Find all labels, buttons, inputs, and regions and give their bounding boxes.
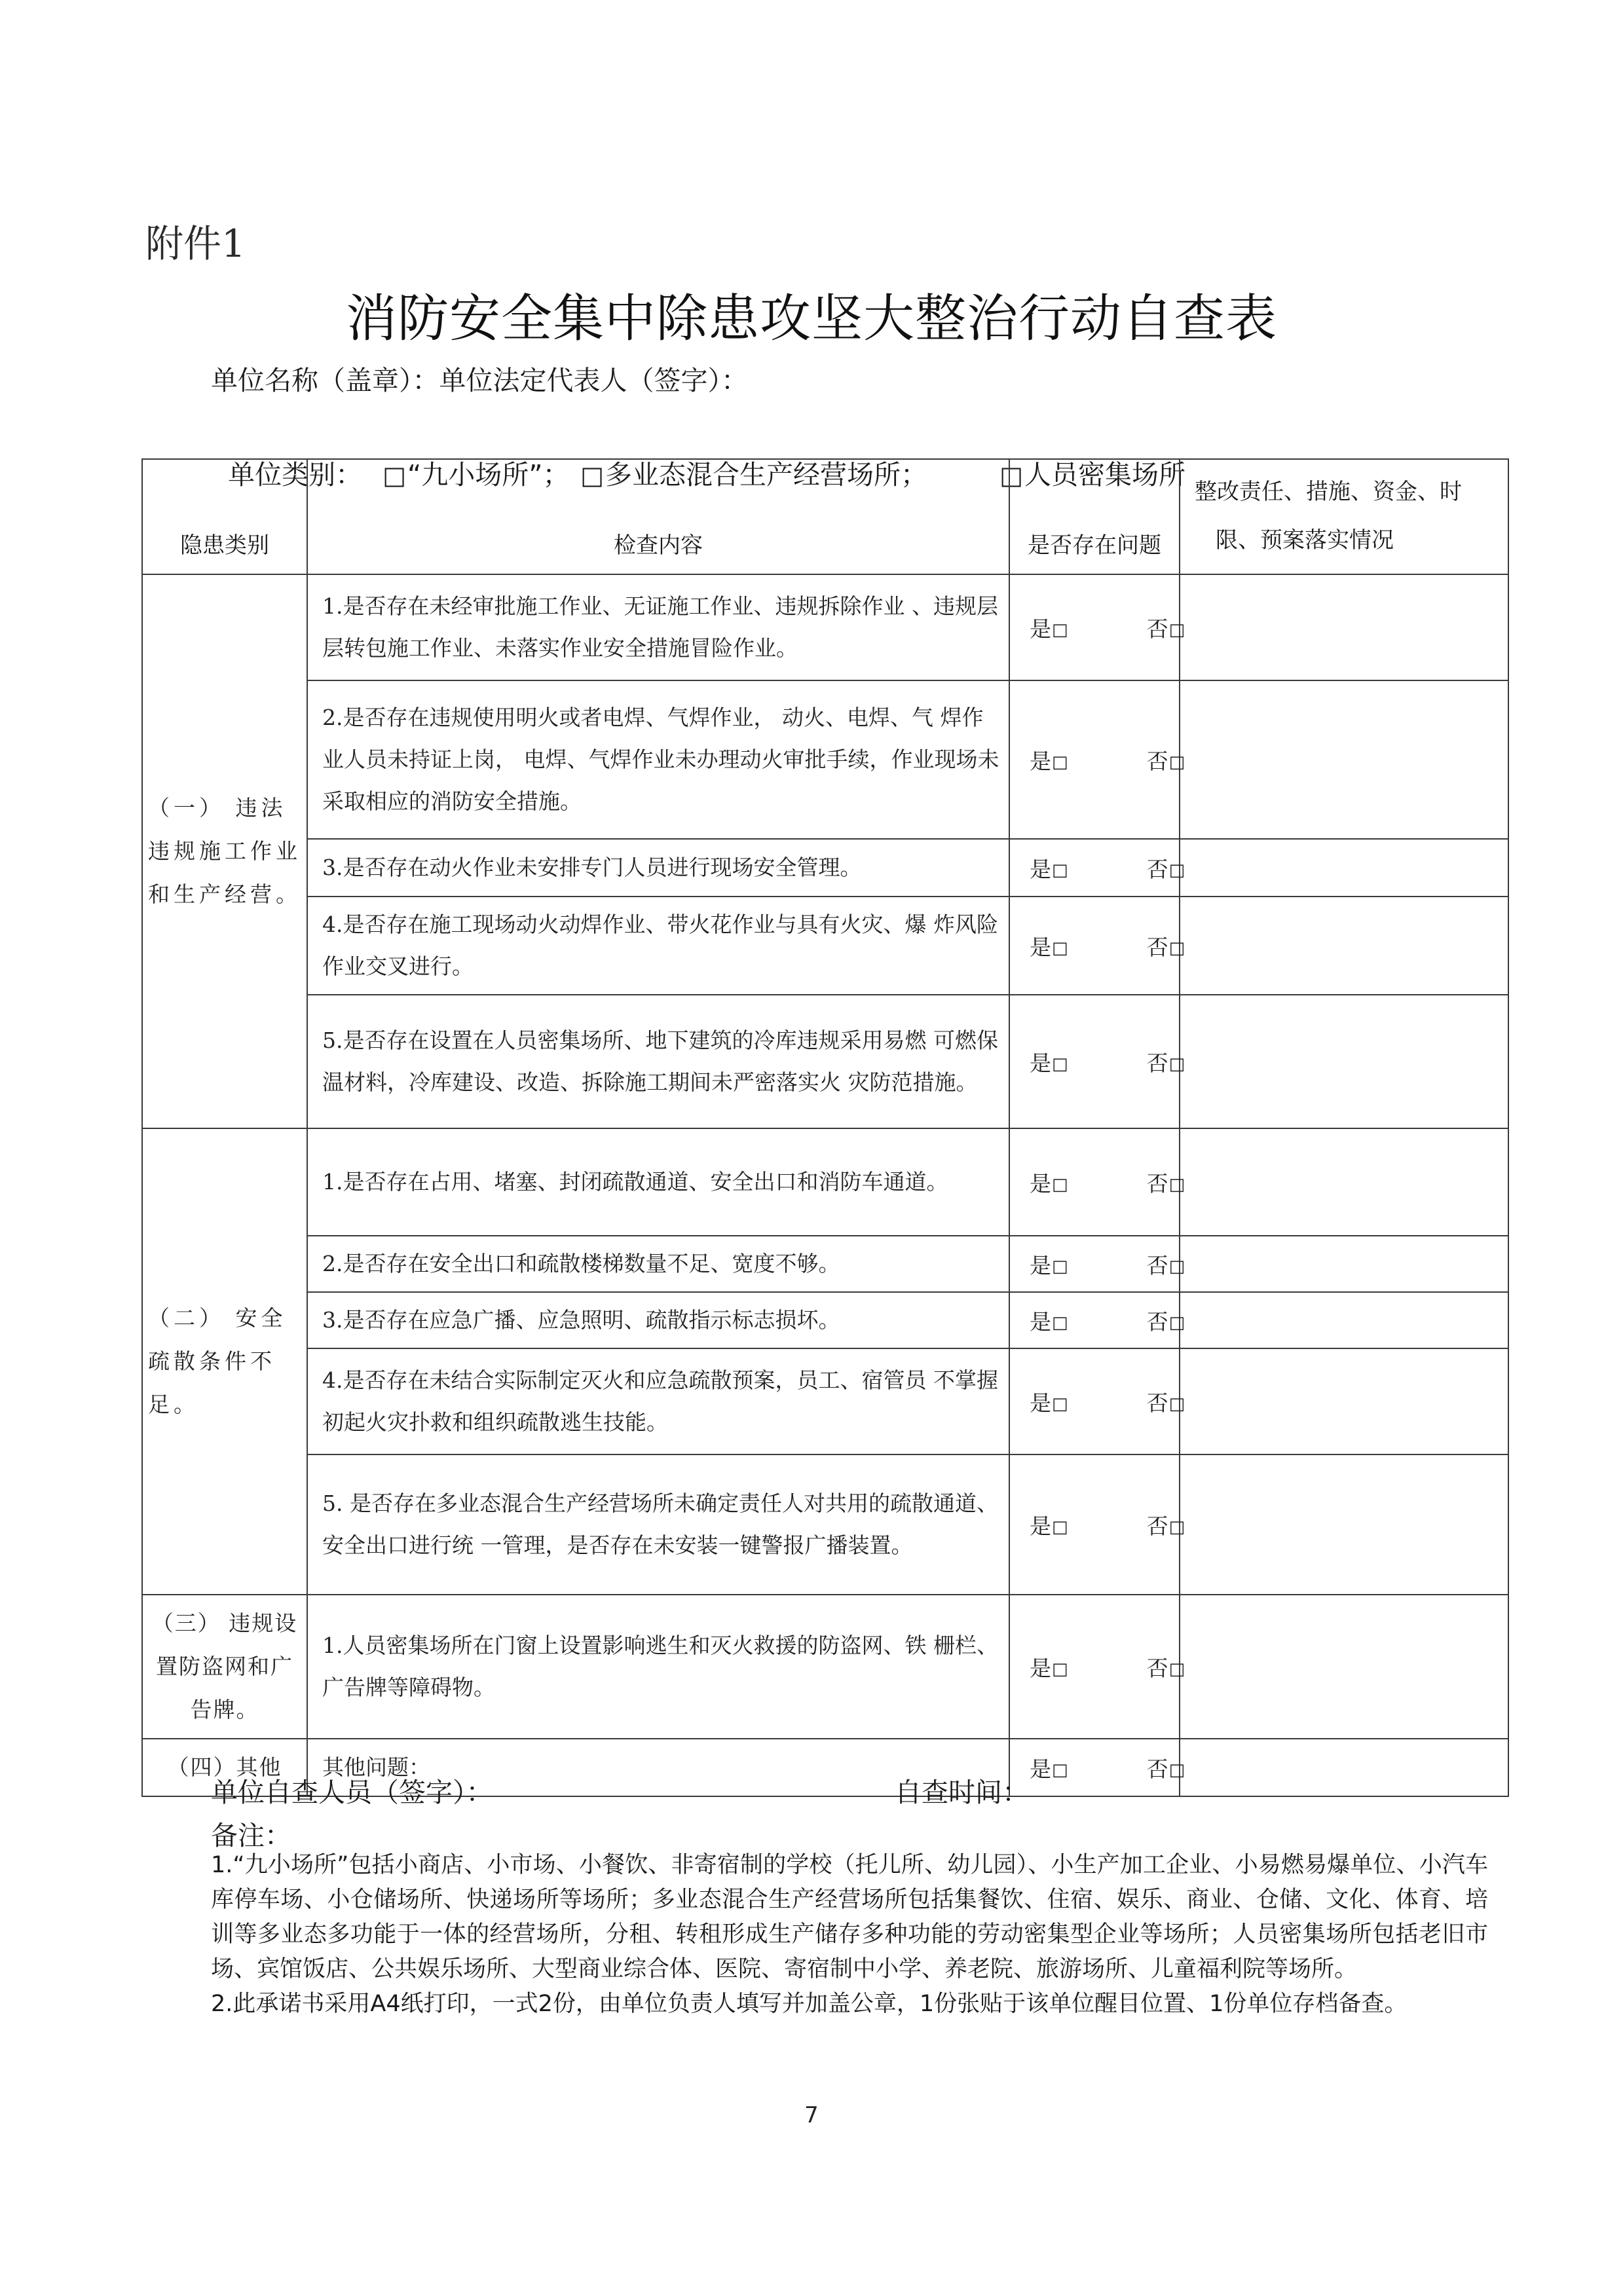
inspection-item-cell: 1.人员密集场所在门窗上设置影响逃生和灭火救援的防盗网、铁 栅栏、广告牌等障碍物。: [307, 1595, 1009, 1739]
rectification-cell[interactable]: [1180, 1348, 1508, 1454]
form-title: 消防安全集中除患攻坚大整治行动自查表: [345, 289, 1277, 348]
exists-choice-cell: [1009, 1348, 1185, 1454]
hazard-category-cell: （一） 违法违规施工作业和生产经营。: [142, 574, 307, 1128]
inspection-item-cell: 2.是否存在违规使用明火或者电焊、气焊作业， 动火、电焊、气 焊作业人员未持证上岗， 电焊、气焊作业未办理动火审批手续，作业现场未采取相应的消防安全措施。: [307, 680, 1009, 839]
checkbox-icon[interactable]: □: [1168, 1394, 1185, 1414]
table-row: [142, 839, 1508, 897]
yes-option[interactable]: 是□: [1030, 934, 1068, 960]
header-exists: 是否存在问题: [1009, 459, 1180, 574]
checkbox-icon[interactable]: □: [1168, 860, 1185, 880]
yes-option[interactable]: 是□: [1030, 748, 1068, 774]
exists-choice-cell: [1009, 680, 1185, 839]
checkbox-icon[interactable]: □: [1168, 938, 1185, 958]
table-row: [142, 1595, 1508, 1739]
yes-option[interactable]: 是□: [1030, 1170, 1068, 1196]
checkbox-icon[interactable]: □: [1168, 1256, 1185, 1276]
table-row: [142, 897, 1508, 995]
table-row: [142, 995, 1508, 1128]
checkbox-icon[interactable]: □: [1168, 752, 1185, 772]
yes-option[interactable]: 是□: [1030, 1050, 1068, 1076]
checkbox-icon[interactable]: □: [1168, 1659, 1185, 1679]
rectification-cell[interactable]: [1180, 574, 1508, 680]
page-number: 7: [804, 2102, 819, 2128]
no-option[interactable]: 否□: [1146, 1756, 1185, 1782]
inspector-signature-label: 单位自查人员（签字）：: [211, 1777, 493, 1808]
rectification-cell[interactable]: [1180, 897, 1508, 995]
checkbox-icon[interactable]: □: [1052, 860, 1068, 880]
header-category: 隐患类别: [142, 459, 307, 574]
checkbox-icon[interactable]: □: [1052, 1517, 1068, 1537]
table-row: [142, 680, 1508, 839]
no-option[interactable]: 否□: [1146, 856, 1185, 882]
inspection-item-cell: 2.是否存在安全出口和疏散楼梯数量不足、宽度不够。: [307, 1236, 1009, 1292]
checkbox-icon[interactable]: □: [1052, 752, 1068, 772]
inspection-date-label: 自查时间：: [895, 1777, 1029, 1808]
checkbox-icon[interactable]: □: [1052, 1312, 1068, 1333]
yes-option[interactable]: 是□: [1030, 1655, 1068, 1681]
table-row: [142, 1454, 1508, 1595]
no-option[interactable]: 否□: [1146, 616, 1185, 642]
yes-option[interactable]: 是□: [1030, 1390, 1068, 1416]
checkbox-icon[interactable]: □: [1052, 1174, 1068, 1194]
inspection-item-cell: 其他问题：: [307, 1739, 1009, 1796]
inspection-item-cell: 5.是否存在设置在人员密集场所、地下建筑的冷库违规采用易燃 可燃保温材料，冷库建设、改造、拆除施工期间未严密落实火 灾防范措施。: [307, 995, 1009, 1128]
checkbox-icon[interactable]: □: [1168, 1312, 1185, 1333]
exists-choice-cell: [1009, 1739, 1185, 1796]
header-rectification: 整改责任、措施、资金、时 限、预案落实情况: [1180, 459, 1508, 574]
rectification-cell[interactable]: [1180, 1595, 1508, 1739]
exists-choice-cell: [1009, 1236, 1185, 1292]
inspection-item-cell: 1.是否存在占用、堵塞、封闭疏散通道、安全出口和消防车通道。: [307, 1128, 1009, 1236]
inspection-item-cell: 3.是否存在应急广播、应急照明、疏散指示标志损坏。: [307, 1292, 1009, 1348]
yes-option[interactable]: 是□: [1030, 1308, 1068, 1335]
checkbox-icon[interactable]: □: [382, 461, 407, 490]
checkbox-icon[interactable]: □: [1168, 1760, 1185, 1780]
rectification-cell[interactable]: [1180, 1128, 1508, 1236]
exists-choice-cell: [1009, 897, 1185, 995]
inspection-item-cell: 4.是否存在施工现场动火动焊作业、带火花作业与具有火灾、爆 炸风险作业交叉进行。: [307, 897, 1009, 995]
checkbox-icon[interactable]: □: [1052, 1659, 1068, 1679]
rectification-cell[interactable]: [1180, 680, 1508, 839]
note-item: 2.此承诺书采用A4纸打印，一式2份，由单位负责人填写并加盖公章，1份张贴于该单位醒目位置、1份单位存档备查。: [211, 1991, 1408, 2017]
rectification-cell[interactable]: [1180, 839, 1508, 897]
checkbox-icon[interactable]: □: [1168, 1174, 1185, 1194]
table-row: [142, 1348, 1508, 1454]
no-option[interactable]: 否□: [1146, 1308, 1185, 1335]
table-row: [142, 1236, 1508, 1292]
no-option[interactable]: 否□: [1146, 1655, 1185, 1681]
checkbox-icon[interactable]: □: [999, 461, 1024, 490]
unit-type-option-crowded[interactable]: □人员密集场所: [999, 459, 1186, 491]
notes-block: [211, 1848, 1488, 2022]
checkbox-icon[interactable]: □: [1052, 1256, 1068, 1276]
no-option[interactable]: 否□: [1146, 934, 1185, 960]
hazard-category-cell: （四）其他: [142, 1739, 307, 1796]
no-option[interactable]: 否□: [1146, 1252, 1185, 1278]
checkbox-icon[interactable]: □: [1052, 1760, 1068, 1780]
checkbox-icon[interactable]: □: [1168, 1517, 1185, 1537]
yes-option[interactable]: 是□: [1030, 1513, 1068, 1539]
inspection-item-cell: 5. 是否存在多业态混合生产经营场所未确定责任人对共用的疏散通道、安全出口进行统 一管理，是否存在未安装一键警报广播装置。: [307, 1454, 1009, 1595]
inspection-item-cell: 1.是否存在未经审批施工作业、无证施工作业、违规拆除作业 、违规层层转包施工作业、未落实作业安全措施冒险作业。: [307, 574, 1009, 680]
hazard-category-cell: （二） 安全疏散条件不足。: [142, 1128, 307, 1595]
checkbox-icon[interactable]: □: [1168, 620, 1185, 640]
checkbox-icon[interactable]: □: [1052, 620, 1068, 640]
unit-type-option-mixed-use[interactable]: □多业态混合生产经营场所；: [580, 459, 928, 491]
yes-option[interactable]: 是□: [1030, 1756, 1068, 1782]
table-header-row: [142, 459, 1508, 574]
yes-option[interactable]: 是□: [1030, 616, 1068, 642]
exists-choice-cell: [1009, 1292, 1185, 1348]
no-option[interactable]: 否□: [1146, 1390, 1185, 1416]
table-row: [142, 574, 1508, 680]
exists-choice-cell: [1009, 574, 1185, 680]
notes-title: 备注：: [211, 1820, 291, 1851]
exists-choice-cell: [1009, 839, 1185, 897]
rectification-cell[interactable]: [1180, 1236, 1508, 1292]
header-content: 检查内容: [307, 459, 1009, 574]
checkbox-icon[interactable]: □: [580, 461, 605, 490]
rectification-cell[interactable]: [1180, 1454, 1508, 1595]
no-option[interactable]: 否□: [1146, 1513, 1185, 1539]
annex-label: 附件1: [145, 221, 246, 266]
table-row: [142, 1292, 1508, 1348]
exists-choice-cell: [1009, 1128, 1185, 1236]
checkbox-icon[interactable]: □: [1168, 1054, 1185, 1074]
exists-choice-cell: [1009, 995, 1185, 1128]
checkbox-icon[interactable]: □: [1052, 1054, 1068, 1074]
rectification-cell[interactable]: [1180, 995, 1508, 1128]
no-option[interactable]: 否□: [1146, 748, 1185, 774]
no-option[interactable]: 否□: [1146, 1170, 1185, 1196]
unit-name-line: 单位名称（盖章）：单位法定代表人（签字）：: [211, 365, 748, 396]
unit-type-label: 单位类别：: [228, 459, 363, 491]
rectification-cell[interactable]: [1180, 1292, 1508, 1348]
yes-option[interactable]: 是□: [1030, 1252, 1068, 1278]
inspection-item-cell: 4.是否存在未结合实际制定灭火和应急疏散预案，员工、宿管员 不掌握初起火灾扑救和组织疏散逃生技能。: [307, 1348, 1009, 1454]
table-row: [142, 1128, 1508, 1236]
hazard-category-cell: （三） 违规设置防盗网和广告牌。: [142, 1595, 307, 1739]
checkbox-icon[interactable]: □: [1052, 1394, 1068, 1414]
no-option[interactable]: 否□: [1146, 1050, 1185, 1076]
unit-type-option-nine-small[interactable]: □“九小场所”；: [382, 459, 570, 491]
checkbox-icon[interactable]: □: [1052, 938, 1068, 958]
exists-choice-cell: [1009, 1595, 1185, 1739]
rectification-cell[interactable]: [1180, 1739, 1508, 1796]
inspection-table: [141, 458, 1509, 1797]
exists-choice-cell: [1009, 1454, 1185, 1595]
yes-option[interactable]: 是□: [1030, 856, 1068, 882]
inspection-item-cell: 3.是否存在动火作业未安排专门人员进行现场安全管理。: [307, 839, 1009, 897]
note-item: 1.“九小场所”包括小商店、小市场、小餐饮、非寄宿制的学校（托儿所、幼儿园）、小生产加工企业、小易燃易爆单位、小汽车库停车场、小仓储场所、快递场所等场所；多业态混合生产经营场所包括集餐饮、住宿、娱乐、商业、仓储、文化、体育、培训等多业态多功能于一体的经营场所，分租、转租形成生产储存多种功能的劳动密集型企业等场所；人员密集场所包括老旧市场、宾馆饭店、公共娱乐场所、大型商业综合体、医院、寄宿制中小学、养老院、旅游场所、儿童福利院等场所。: [211, 1852, 1488, 1982]
